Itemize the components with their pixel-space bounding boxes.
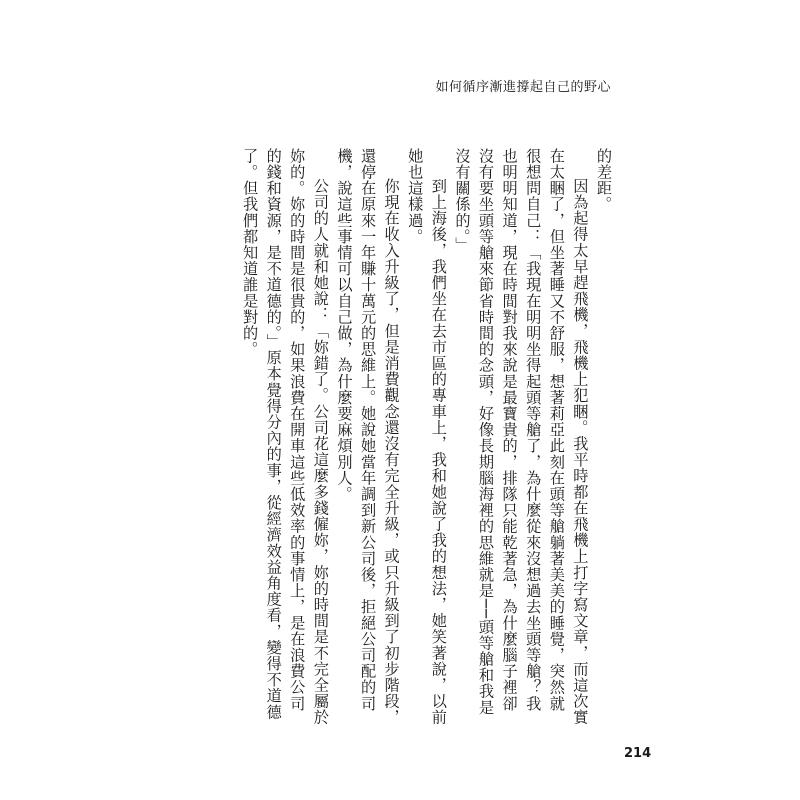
paragraph-continuation: 的差距。 — [595, 148, 613, 213]
paragraph: 因為起得太早趕飛機，飛機上犯睏。我平時都在飛機上打字寫文章，而這次實在太睏了，但坐著睡又不舒服，想著莉亞此刻在頭等艙躺著美美的睡覺，突然就很想問自己：「我現在明明坐得起頭等艙了，為什麼從來沒想過去坐頭等艙？我也明明知道，現在時間對我來說是最寶貴的，排隊只能乾著急，為什麼腦子裡卻沒有要坐頭等艙來節省時間的念頭，好像長期腦海裡的思維就是──頭等艙和我是沒有關係的。」 — [453, 148, 590, 726]
body-text — [243, 148, 615, 726]
paragraph: 你現在收入升級了，但是消費觀念還沒有完全升級，或只升級到了初步階段，還停在原來一年賺十萬元的思維上。她說她當年調到新公司後，拒絕公司配的司機，說這些事情可以自己做，為什麼要麻煩別人。 — [335, 148, 401, 726]
paragraph: 到上海後，我們坐在去市區的專車上，我和她說了我的想法，她笑著說，以前她也這樣過。 — [406, 148, 448, 726]
running-head: 如何循序漸進撐起自己的野心 — [435, 80, 611, 95]
page-number: 214 — [624, 746, 652, 761]
paragraph: 公司的人就和她說：「妳錯了。公司花這麼多錢僱妳，妳的時間是不完全屬於妳的。妳的時間是很貴的，如果浪費在開車這些低效率的事情上，是在浪費公司的錢和資源，是不道德的。」原本覺得分內的事，從經濟效益角度看，變得不道德了。但我們都知道誰是對的。 — [241, 148, 330, 726]
